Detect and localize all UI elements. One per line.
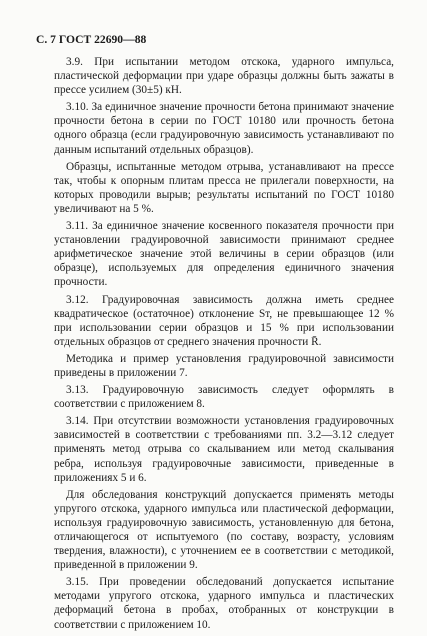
paragraph-3-11: 3.11. За единичное значение косвенного показателя прочности при установлении градуировочной зависимости принимают среднее арифметическое значение этой величины в серии образцов (или образце), используемых для определения единичного значения прочности. [54, 220, 394, 289]
paragraph-3-13: 3.13. Градуировочную зависимость следует оформлять в соответствии с приложением 8. [54, 384, 394, 411]
paragraph-3-10: 3.10. За единичное значение прочности бетона принимают значение прочности бетона в серии по ГОСТ 10180 или прочность бетона одного образца (если градуировочную зависимость устанавливают по данным испытаний отдельных образцов). [54, 101, 394, 156]
paragraph-3-12: 3.12. Градуировочная зависимость должна иметь среднее квадратическое (остаточное) отклонение Sт, не превышающее 12 % при использовании серии образцов и 15 % при использовании отдельных образцов от среднего значения прочности R̄. [54, 293, 394, 348]
paragraph-3-9: 3.9. При испытании методом отскока, ударного импульса, пластической деформации при ударе образцы должны быть зажаты в прессе усилием (30±5) кН. [54, 56, 394, 97]
paragraph-3-12-cont: Методика и пример установления градуировочной зависимости приведены в приложении 7. [54, 352, 394, 379]
paragraph-3-14: 3.14. При отсутствии возможности установления градуировочных зависимостей в соответствии с требованиями пп. 3.2—3.12 следует применять метод отрыва со скалыванием или метод скалывания ребра, используя градуировочные зависимости, приведенные в приложениях 5 и 6. [54, 415, 394, 484]
page-header: С. 7 ГОСТ 22690—88 [36, 33, 147, 46]
paragraph-3-10-cont: Образцы, испытанные методом отрыва, устанавливают на прессе так, чтобы к опорным плитам пресса не прилегали поверхности, на которых проводили вырыв; результаты испытаний по ГОСТ 10180 увеличивают на 5 %. [54, 160, 394, 215]
document-body [54, 55, 394, 632]
paragraph-3-14-cont: Для обследования конструкций допускается применять методы упругого отскока, ударного импульса или пластической деформации, используя градуировочную зависимость, установленную для бетона, отличающегося от испытуемого (по составу, возрасту, условиям твердения, влажности), с уточнением ее в соответствии с методикой, приведенной в приложении 9. [54, 488, 394, 572]
paragraph-3-15: 3.15. При проведении обследований допускается испытание методами упругого отскока, ударного импульса и пластических деформаций бетона в пробах, отобранных от конструкции в соответствии с приложением 10. [54, 576, 394, 631]
